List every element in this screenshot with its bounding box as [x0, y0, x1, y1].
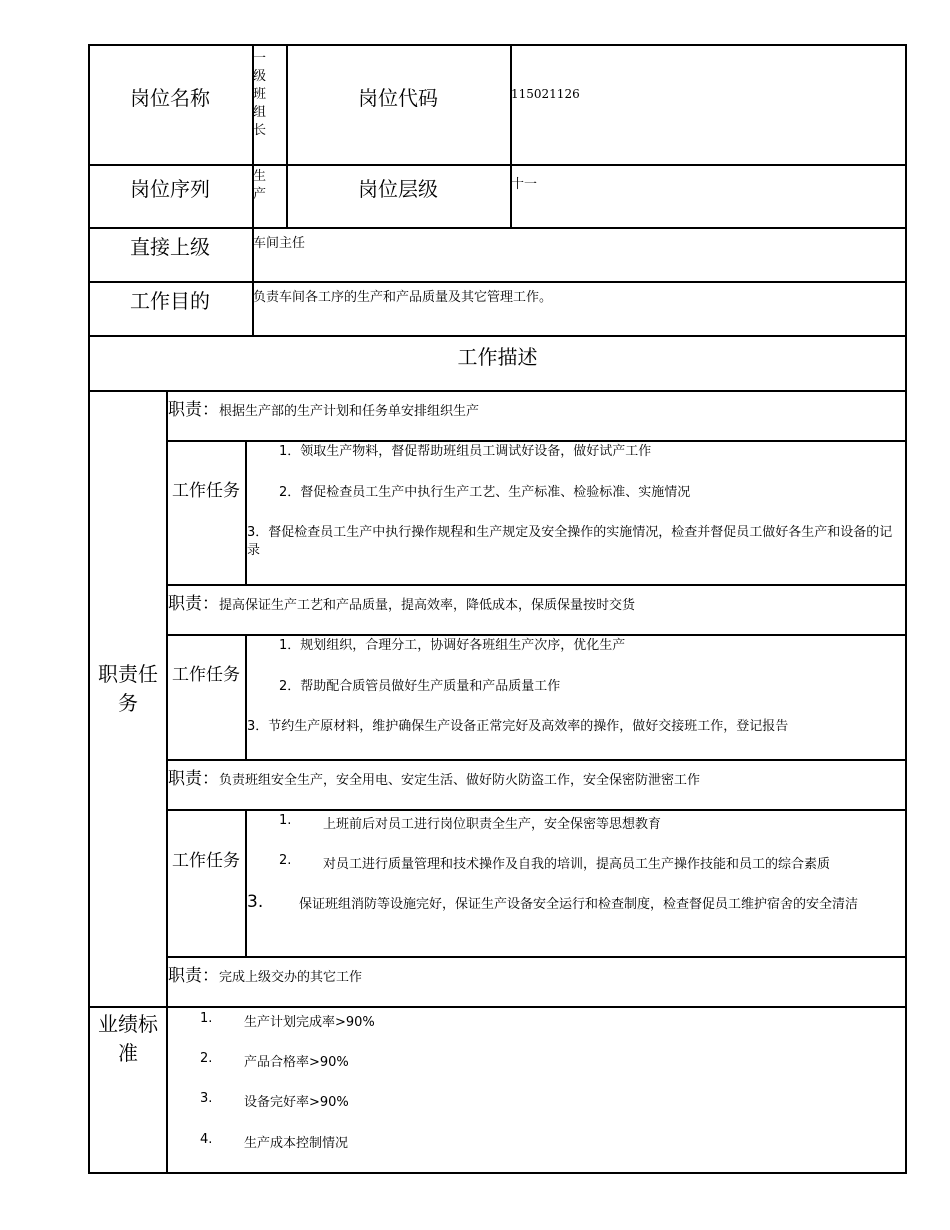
border-top: [88, 44, 907, 46]
task-label: 工作任务: [172, 481, 240, 501]
border-left: [88, 44, 90, 1174]
task-item: 保证班组消防等设施完好，保证生产设备安全运行和检查制度，检查督促员工维护宿舍的安全清洁: [299, 897, 859, 912]
post-seq-value: 生产: [253, 169, 267, 202]
border-bottom: [88, 1172, 907, 1174]
perf-item: 生产计划完成率>90%: [244, 1015, 375, 1030]
purpose-value: 负责车间各工序的生产和产品质量及其它管理工作。: [253, 290, 553, 305]
divider: [166, 956, 907, 958]
divider: [245, 634, 247, 760]
divider: [88, 281, 907, 283]
task-item: 2．督促检查员工生产中执行生产工艺、生产标准、检验标准、实施情况: [279, 485, 691, 500]
post-level-value: 十一: [511, 177, 538, 192]
duty-row: [168, 764, 700, 790]
task-number: 2.: [279, 853, 292, 868]
purpose-label: 工作目的: [130, 289, 210, 313]
duty-row: [168, 589, 635, 615]
duty-prefix: 职责：: [168, 769, 219, 789]
divider: [245, 809, 247, 957]
task-item: 上班前后对员工进行岗位职责全生产，安全保密等思想教育: [323, 817, 662, 832]
divider: [166, 809, 907, 811]
post-name-value: 一级班组长: [253, 51, 267, 138]
divider: [88, 164, 907, 166]
perf-item: 生产成本控制情况: [244, 1136, 349, 1151]
duties-label: 职责任务: [98, 662, 158, 715]
post-level-label: 岗位层级: [358, 177, 438, 201]
post-seq-label: 岗位序列: [130, 177, 210, 201]
duty-text: 提高保证生产工艺和产品质量，提高效率，降低成本，保质保量按时交货: [219, 598, 636, 613]
perf-number: 1.: [200, 1011, 213, 1026]
divider: [166, 440, 907, 442]
task-item: 1．领取生产物料，督促帮助班组员工调试好设备，做好试产工作: [279, 444, 652, 459]
divider: [166, 584, 907, 586]
task-label: 工作任务: [172, 851, 240, 871]
duty-prefix: 职责：: [168, 594, 219, 614]
perf-number: 4.: [200, 1132, 213, 1147]
superior-value: 车间主任: [253, 236, 306, 251]
task-item: 2．帮助配合质管员做好生产质量和产品质量工作: [279, 679, 561, 694]
divider: [245, 440, 247, 585]
duty-prefix: 职责：: [168, 966, 219, 986]
task-number: 1.: [279, 813, 292, 828]
duty-text: 根据生产部的生产计划和任务单安排组织生产: [219, 404, 480, 419]
duty-text: 负责班组安全生产，安全用电、安定生活、做好防火防盗工作，安全保密防泄密工作: [219, 773, 701, 788]
perf-item: 产品合格率>90%: [244, 1055, 349, 1070]
duty-prefix: 职责：: [168, 400, 219, 420]
divider: [166, 634, 907, 636]
divider: [88, 1006, 907, 1008]
post-code-value: 115021126: [511, 87, 580, 101]
divider: [88, 335, 907, 337]
duty-row: [168, 961, 362, 987]
duty-row: [168, 395, 479, 421]
post-code-label: 岗位代码: [358, 86, 438, 110]
divider: [88, 390, 907, 392]
work-desc-title: 工作描述: [457, 345, 538, 369]
divider: [510, 44, 512, 228]
border-right: [905, 44, 907, 1174]
perf-item: 设备完好率>90%: [244, 1095, 349, 1110]
perf-number: 3.: [200, 1091, 213, 1106]
task-label: 工作任务: [172, 665, 240, 685]
task-item: 对员工进行质量管理和技术操作及自我的培训，提高员工生产操作技能和员工的综合素质: [323, 857, 831, 872]
duty-text: 完成上级交办的其它工作: [219, 970, 363, 985]
post-name-label: 岗位名称: [130, 86, 210, 110]
task-item: 3．节约生产原材料，维护确保生产设备正常完好及高效率的操作，做好交接班工作，登记报告: [247, 719, 789, 734]
task-item: 3．督促检查员工生产中执行操作规程和生产规定及安全操作的实施情况，检查并督促员工做好各生产和设备的记录: [247, 525, 893, 558]
perf-number: 2.: [200, 1051, 213, 1066]
task-number: 3.: [247, 892, 264, 912]
task-item: 1．规划组织，合理分工，协调好各班组生产次序，优化生产: [279, 638, 626, 653]
divider: [166, 759, 907, 761]
performance-label: 业绩标准: [98, 1012, 158, 1065]
superior-label: 直接上级: [130, 235, 210, 259]
divider: [88, 227, 907, 229]
